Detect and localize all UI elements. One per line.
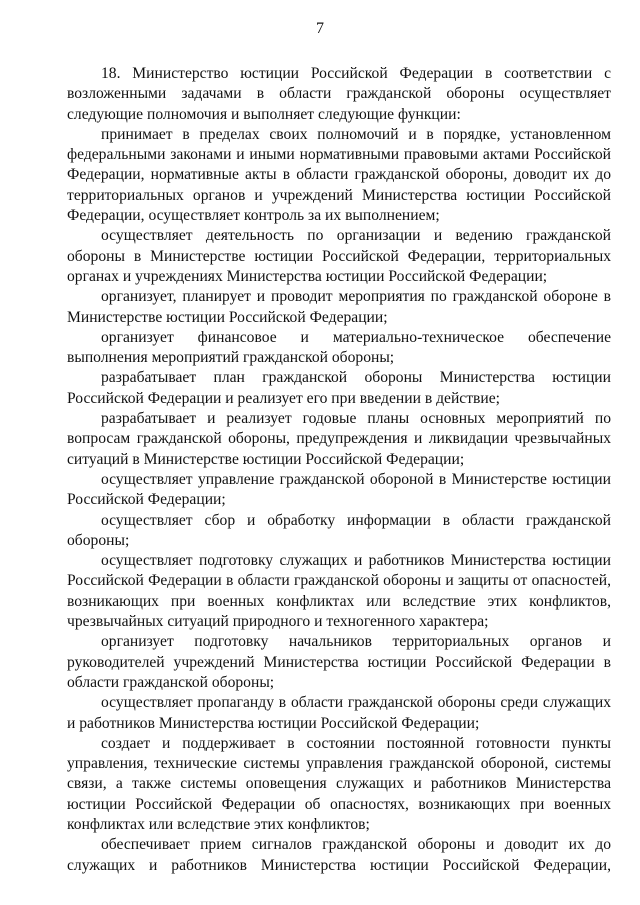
paragraph: обеспечивает прием сигналов гражданской обороны и доводит их до служащих и работников Министерства юстиции Российской Федерации,: [67, 836, 611, 874]
paragraph: разрабатывает и реализует годовые планы основных мероприятий по вопросам гражданской обороны, предупреждения и ликвидации чрезвычайных ситуаций в Министерстве юстиции Российской Федерации;: [67, 410, 611, 468]
paragraph: осуществляет управление гражданской обороной в Министерстве юстиции Российской Федерации;: [67, 470, 611, 509]
paragraph: организует подготовку начальников территориальных органов и руководителей учреждений Министерства юстиции Российской Федерации в области гражданской обороны;: [67, 633, 611, 691]
paragraph: осуществляет подготовку служащих и работников Министерства юстиции Российской Федерации в области гражданской обороны и защиты от опасностей, возникающих при военных конфликтах или вследствие этих конфликтов, чрезвычайных ситуаций природного и техногенного характера;: [67, 552, 611, 631]
page-number: 7: [316, 20, 324, 37]
paragraph: организует, планирует и проводит мероприятия по гражданской обороне в Министерстве юстиции Российской Федерации;: [67, 288, 611, 326]
paragraph: осуществляет сбор и обработку информации в области гражданской обороны;: [67, 511, 611, 549]
document-body: [67, 64, 611, 876]
paragraph: разрабатывает план гражданской обороны Министерства юстиции Российской Федерации и реализует его при введении в действие;: [67, 369, 611, 407]
paragraph: осуществляет пропаганду в области гражданской обороны среди служащих и работников Министерства юстиции Российской Федерации;: [67, 694, 611, 732]
paragraph: принимает в пределах своих полномочий и в порядке, установленном федеральными законами и иными нормативными правовыми актами Российской Федерации, нормативные акты в области гражданской обороны, доводит их до территориальных органов и учреждений Министерства юстиции Российской Федерации, осуществляет контроль за их выполнением;: [67, 125, 611, 225]
paragraph: 18. Министерство юстиции Российской Федерации в соответствии с возложенными задачами в области гражданской обороны осуществляет следующие полномочия и выполняет следующие функции:: [67, 65, 611, 123]
paragraph: организует финансовое и материально-техническое обеспечение выполнения мероприятий гражданской обороны;: [67, 328, 611, 367]
paragraph: создает и поддерживает в состоянии постоянной готовности пункты управления, технические системы управления гражданской обороной, системы связи, а также системы оповещения служащих и работников Министерства юстиции Российской Федерации об опасностях, возникающих при военных конфликтах или вследствие этих конфликтов;: [67, 734, 611, 833]
paragraph: осуществляет деятельность по организации и ведению гражданской обороны в Министерстве юстиции Российской Федерации, территориальных органах и учреждениях Министерства юстиции Российской Федерации;: [67, 227, 611, 285]
